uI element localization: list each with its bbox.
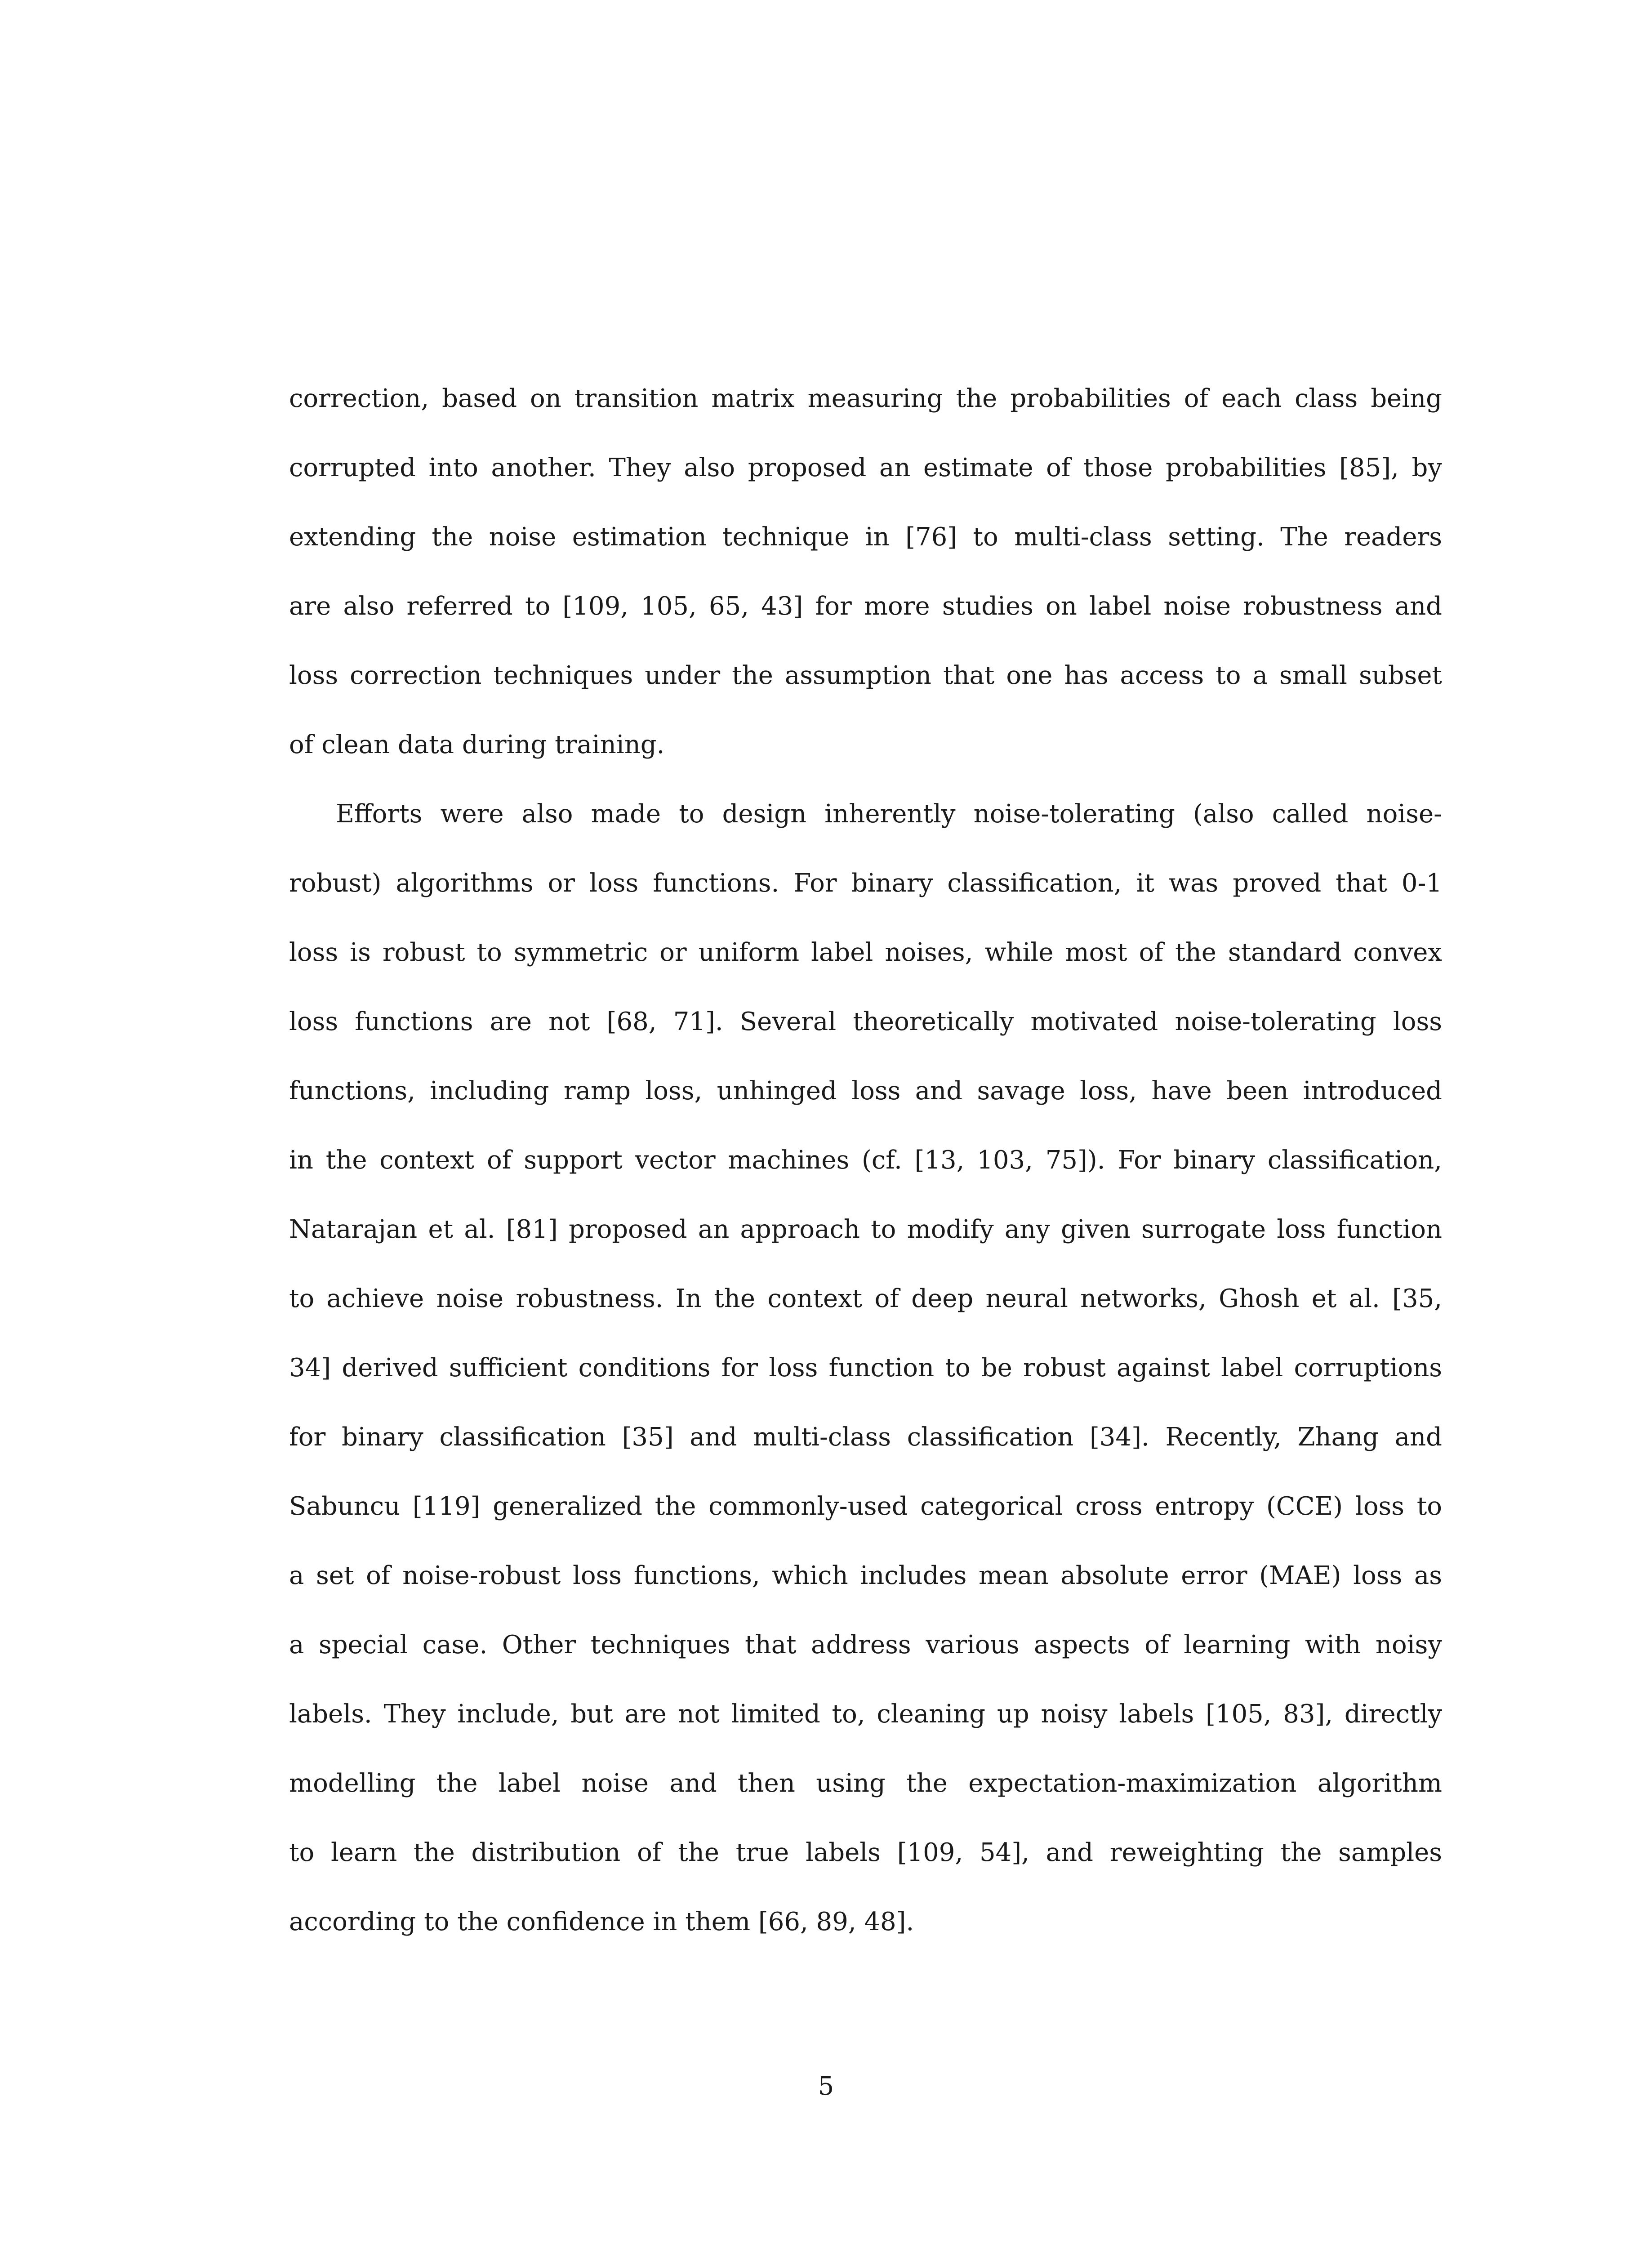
text-line: correction, based on transition matrix measuring the probabilities of each class being	[289, 384, 1442, 413]
text-line: loss is robust to symmetric or uniform label noises, while most of the standard convex	[289, 938, 1442, 967]
text-line: in the context of support vector machines (cf. [13, 103, 75]). For binary classification,	[289, 1146, 1442, 1175]
text-line: robust) algorithms or loss functions. For binary classification, it was proved that 0-1	[289, 869, 1442, 898]
text-line: modelling the label noise and then using the expectation-maximization algorithm	[289, 1769, 1442, 1798]
text-line: for binary classification [35] and multi-class classification [34]. Recently, Zhang and	[289, 1423, 1442, 1452]
text-line: Efforts were also made to design inherently noise-tolerating (also called noise-	[336, 799, 1442, 829]
text-line: 34] derived sufficient conditions for loss function to be robust against label corruptions	[289, 1353, 1442, 1383]
page-number: 5	[818, 2072, 834, 2101]
text-line: according to the confidence in them [66, 89, 48].	[289, 1907, 914, 1936]
text-line: loss correction techniques under the assumption that one has access to a small subset	[289, 661, 1442, 690]
text-line: loss functions are not [68, 71]. Several theoretically motivated noise-tolerating loss	[289, 1007, 1442, 1036]
text-line: to achieve noise robustness. In the context of deep neural networks, Ghosh et al. [35,	[289, 1284, 1442, 1313]
text-line: extending the noise estimation technique in [76] to multi-class setting. The readers	[289, 522, 1442, 552]
text-line: corrupted into another. They also proposed an estimate of those probabilities [85], by	[289, 453, 1442, 482]
text-line: a set of noise-robust loss functions, which includes mean absolute error (MAE) loss as	[289, 1561, 1442, 1590]
text-line: are also referred to [109, 105, 65, 43] for more studies on label noise robustness and	[289, 592, 1442, 621]
text-line: functions, including ramp loss, unhinged loss and savage loss, have been introduced	[289, 1076, 1442, 1106]
text-line: Natarajan et al. [81] proposed an approach to modify any given surrogate loss function	[289, 1215, 1442, 1244]
text-line: labels. They include, but are not limited to, cleaning up noisy labels [105, 83], directly	[289, 1699, 1442, 1729]
text-line: Sabuncu [119] generalized the commonly-used categorical cross entropy (CCE) loss to	[289, 1492, 1442, 1521]
text-line: of clean data during training.	[289, 730, 665, 759]
text-line: to learn the distribution of the true labels [109, 54], and reweighting the samples	[289, 1838, 1442, 1867]
body-text	[289, 364, 1442, 1957]
text-line: a special case. Other techniques that address various aspects of learning with noisy	[289, 1630, 1442, 1659]
